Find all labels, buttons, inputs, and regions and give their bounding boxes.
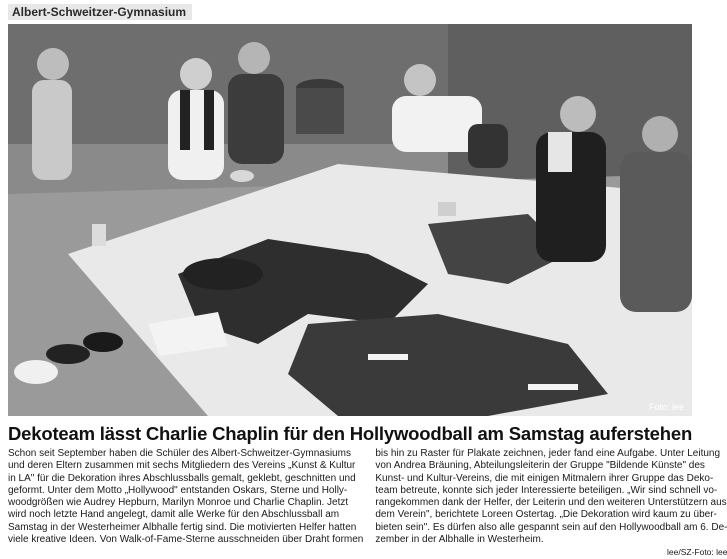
person-1 (32, 48, 72, 180)
article-photo (8, 24, 692, 416)
body-line: team betreute, konnte sich jeder Interessierte beteiligen. „Wir sind schnell vo- (375, 484, 718, 496)
photo-credit: Foto: lee (648, 402, 684, 412)
article-headline: Dekoteam lässt Charlie Chaplin für den Hollywoodball am Samstag auferstehen (8, 423, 693, 444)
body-line: dem Verein", berichtete Loreen Ostertag. „Die Dekoration wird kaum zu über- (375, 509, 717, 521)
article-body (8, 448, 727, 558)
body-line: Schon seit September haben die Schüler des Albert-Schweitzer-Gymnasiums (8, 448, 351, 459)
body-line: woodgrößen wie Audrey Hepburn, Marilyn Monroe und Charlie Chaplin. Jetzt (8, 497, 349, 509)
article-column-1 (8, 448, 363, 548)
body-line: rangekommen dank der Helfer, der Leiterin und den weiteren Unterstützern aus (375, 497, 727, 509)
body-line: Kunst- und Kultur-Vereins, die mit einigen Mitmalern ihrer Gruppe das Deko- (375, 472, 714, 484)
body-line: viele kreative Ideen. Von Walk-of-Fame-Sterne ausschneiden über Draht formen (8, 534, 364, 546)
body-line: von Andrea Bräuning, Abteilungsleiterin der Gruppe "Bildende Künste" des (375, 460, 705, 472)
body-line: zember in der Albhalle in Westerheim. (375, 534, 544, 546)
body-line: wird noch letzte Hand angelegt, damit alle Werke für den Abschlussball am (8, 509, 340, 521)
body-line: in LA" für die Dekoration ihres Abschlussballs gemalt, geklebt, geschnitten und (8, 472, 356, 484)
body-line: Samstag in der Westerheimer Albhalle fertig sind. Die motivierten Helfer hatten (8, 521, 357, 533)
body-line: und deren Eltern zusammen mit sechs Mitgliedern des Vereins „Kunst & Kultur (8, 460, 356, 472)
section-label: Albert-Schweitzer-Gymnasium (8, 4, 192, 20)
body-line: bis hin zu Raster für Plakate zeichnen, jeder fand eine Aufgabe. Unter Leitung (375, 448, 721, 459)
author-credit: lee/SZ-Foto: lee (667, 547, 727, 558)
article-column-2 (375, 448, 727, 558)
body-line: bieten sein". Es dürfen also alle gespannt sein auf den Hollywoodball am 6. De- (375, 521, 727, 533)
body-line: geformt. Unter dem Motto „Hollywood" entstanden Oskars, Sterne und Holly- (8, 484, 348, 496)
section-header (0, 0, 700, 22)
photo-illustration (8, 24, 692, 416)
